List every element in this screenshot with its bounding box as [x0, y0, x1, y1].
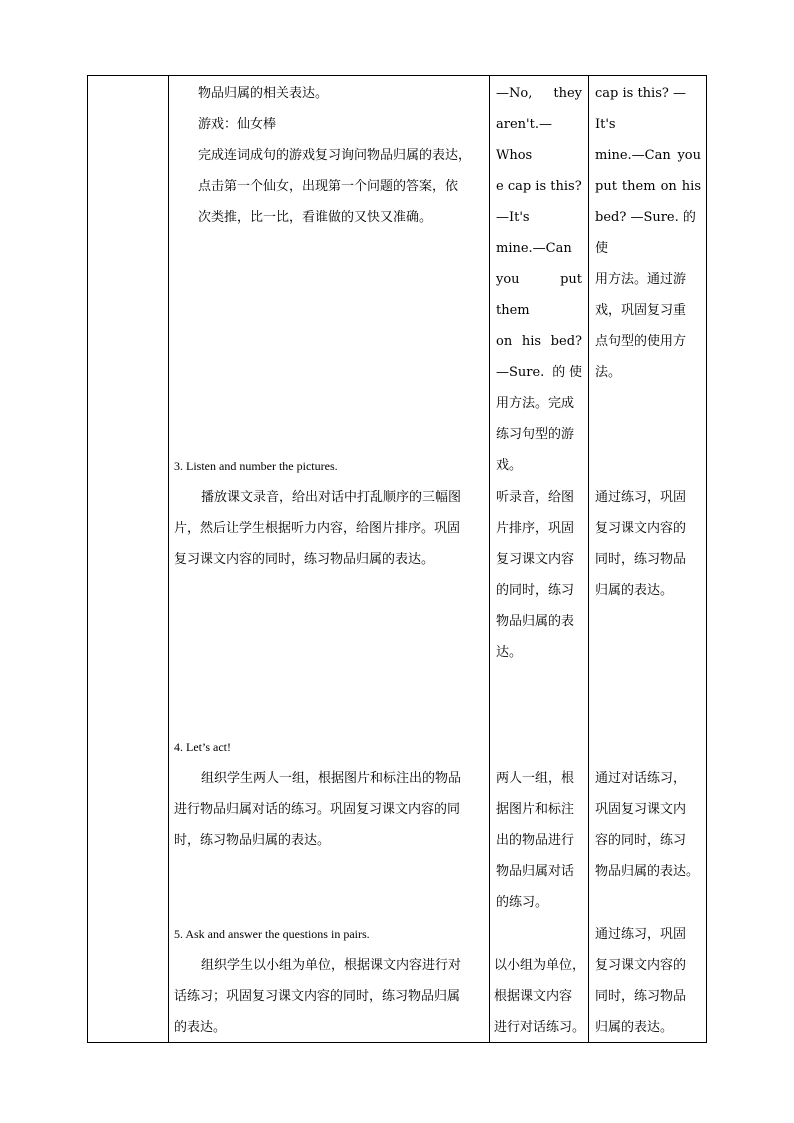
text-line: 出的物品进行: [496, 833, 575, 848]
text-line: 通过对话练习，: [595, 771, 687, 786]
column-divider: [489, 76, 490, 1042]
row4-activity-cell: [494, 950, 588, 1043]
text-line: 通过练习，巩固: [595, 927, 687, 942]
text-line: 物品归属的相关表达。: [198, 86, 329, 101]
text-line: 法。: [595, 365, 622, 380]
text-line: 复习课文内容的同时，练习物品归属的表达。: [174, 552, 435, 567]
row2-main-cell: [174, 482, 484, 575]
text-line: 完成连词成句的游戏复习询问物品归属的表达，: [198, 148, 472, 163]
text-line: 片，然后让学生根据听力内容，给图片排序。巩固: [174, 521, 461, 536]
text-line: 听录音，给图: [496, 490, 575, 505]
text-line: 进行对话练习。: [494, 1020, 586, 1035]
text-line: 游戏：仙女棒: [198, 117, 277, 132]
text-line: 播放课文录音，给出对话中打乱顺序的三幅图: [201, 490, 462, 505]
text-line: 戏。: [496, 458, 523, 473]
row4-purpose-cell: [595, 919, 705, 1043]
text-line: 以小组为单位，: [494, 958, 586, 973]
text-line: cap is this? —It's: [595, 86, 686, 132]
text-line: 巩固复习课文内: [595, 802, 687, 817]
text-line: 的同时，练习: [496, 583, 575, 598]
text-line: —It's: [496, 210, 530, 225]
text-line: 次类推，比一比，看谁做的又快又准确。: [198, 210, 433, 225]
text-line: 据图片和标注: [496, 802, 575, 817]
lesson-plan-table: [87, 75, 707, 1043]
text-line: 达。: [496, 645, 523, 660]
text-line: 归属的表达。: [595, 583, 674, 598]
text-line: 点句型的使用方: [595, 334, 687, 349]
text-line: bed? —Sure. 的使: [595, 210, 696, 256]
text-line: 时，练习物品归属的表达。: [174, 833, 331, 848]
row2-activity-cell: [496, 482, 586, 668]
text-line: mine.—Can: [496, 241, 572, 256]
text-line: 同时，练习物品: [595, 989, 687, 1004]
text-line: 组织学生以小组为单位，根据课文内容进行对: [201, 958, 462, 973]
text-line: e cap is this?: [496, 179, 582, 194]
text-line: 物品归属的表达。: [595, 864, 700, 879]
text-line: 用方法。通过游: [595, 272, 687, 287]
row1-purpose-cell: [595, 78, 701, 388]
row4-heading: 5. Ask and answer the questions in pairs.: [174, 927, 370, 941]
row2-heading: 3. Listen and number the pictures.: [174, 459, 338, 473]
text-line: —Sure. 的使: [496, 365, 582, 380]
text-line: you put them: [496, 272, 582, 318]
column-divider: [168, 76, 169, 1042]
text-line: 复习课文内容的: [595, 958, 687, 973]
text-line: 两人一组，根: [496, 771, 575, 786]
text-line: 进行物品归属对话的练习。巩固复习课文内容的同: [174, 802, 461, 817]
row1-activity-cell: [496, 78, 582, 481]
text-line: 戏，巩固复习重: [595, 303, 687, 318]
text-line: mine.—Can you: [595, 148, 701, 163]
row4-main-cell: [174, 950, 484, 1043]
text-line: 复习课文内容: [496, 552, 575, 567]
text-line: 的练习。: [496, 895, 549, 910]
column-divider: [588, 76, 589, 1042]
row2-purpose-cell: [595, 482, 705, 606]
text-line: 物品归属的表: [496, 614, 575, 629]
text-line: 通过练习，巩固: [595, 490, 687, 505]
text-line: put them on his: [595, 179, 701, 194]
text-line: —No, they: [496, 86, 582, 101]
row3-purpose-cell: [595, 763, 705, 887]
text-line: 的表达。: [174, 1020, 227, 1035]
text-line: 物品归属对话: [496, 864, 575, 879]
text-line: 点击第一个仙女，出现第一个问题的答案，依: [198, 179, 459, 194]
text-line: 同时，练习物品: [595, 552, 687, 567]
text-line: on his bed?: [496, 334, 582, 349]
text-line: 归属的表达。: [595, 1020, 674, 1035]
row3-main-cell: [174, 763, 484, 856]
text-line: 话练习；巩固复习课文内容的同时，练习物品归属: [174, 989, 461, 1004]
text-line: 用方法。完成: [496, 396, 575, 411]
text-line: 组织学生两人一组，根据图片和标注出的物品: [201, 771, 462, 786]
row1-main-cell: [198, 78, 488, 233]
row3-heading: 4. Let’s act!: [174, 740, 231, 754]
text-line: 复习课文内容的: [595, 521, 687, 536]
text-line: 练习句型的游: [496, 427, 575, 442]
row3-activity-cell: [496, 763, 586, 918]
text-line: 片排序，巩固: [496, 521, 575, 536]
text-line: 根据课文内容: [494, 989, 573, 1004]
text-line: aren't.—Whos: [496, 117, 552, 163]
text-line: 容的同时，练习: [595, 833, 687, 848]
